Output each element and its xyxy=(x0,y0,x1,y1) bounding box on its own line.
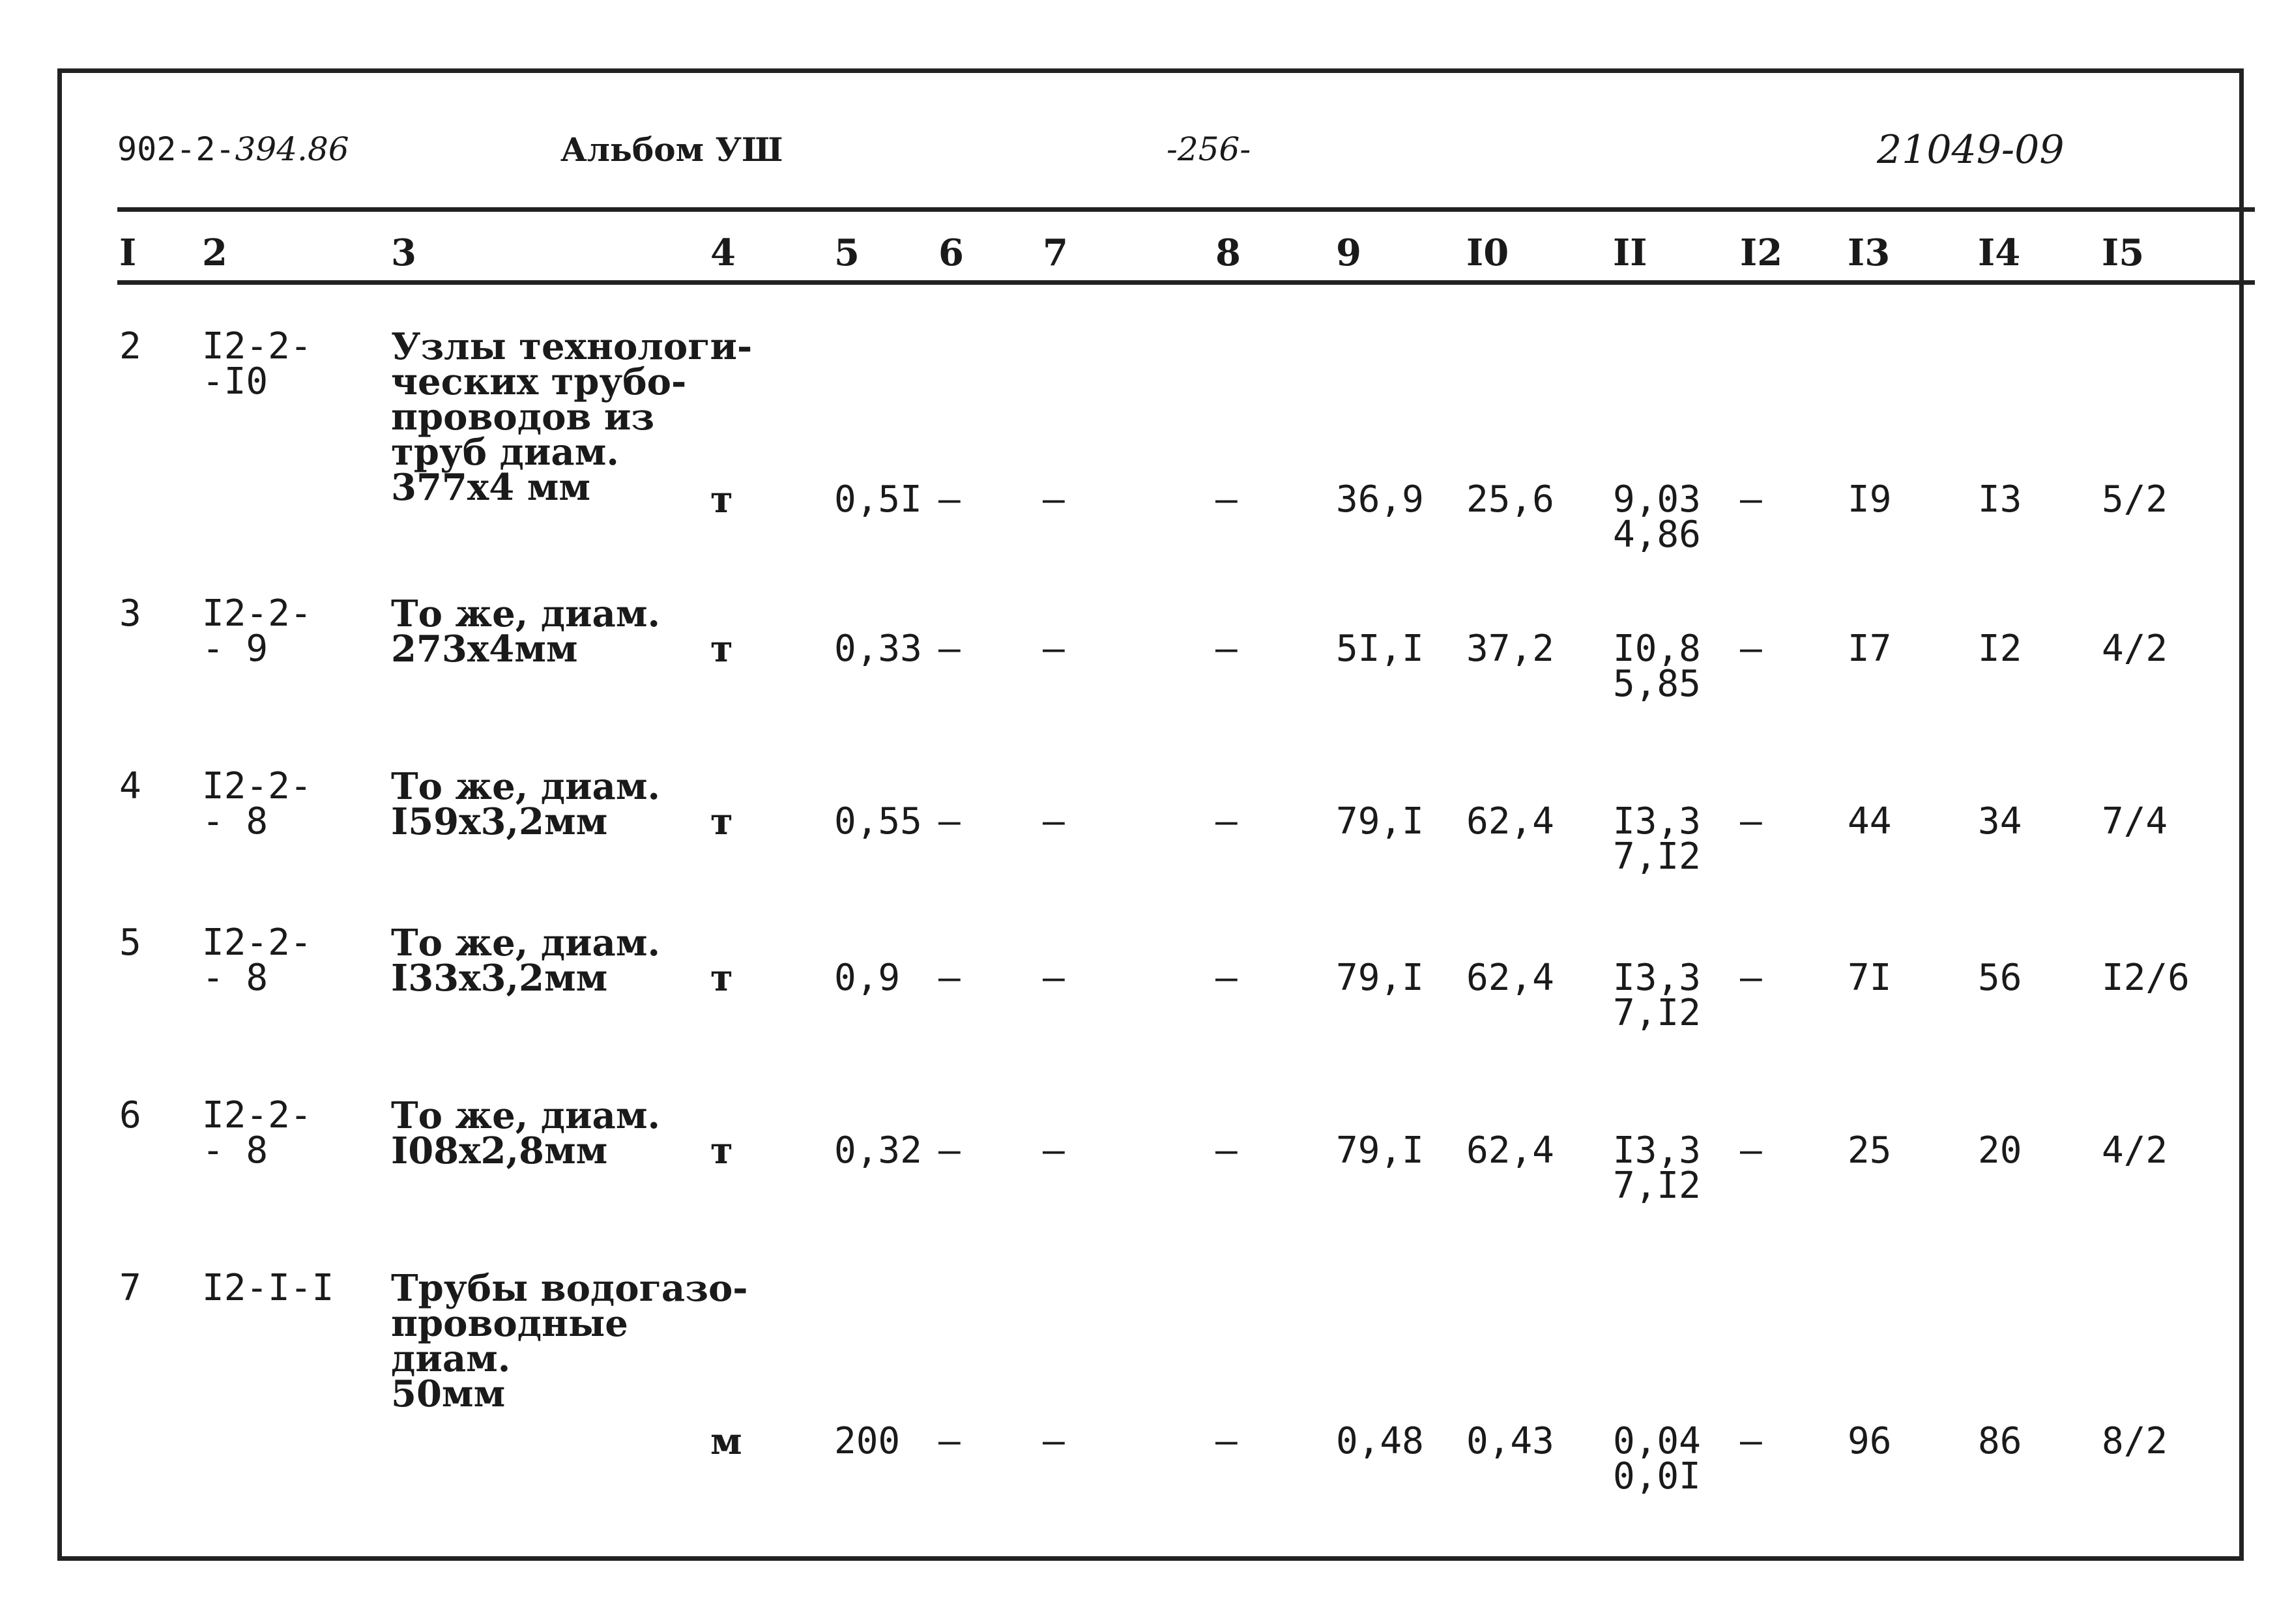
doc-code-handwritten: 394.86 xyxy=(235,130,349,168)
col-11-value: I3,3 7,I2 xyxy=(1613,1129,1701,1207)
col-7-value: – xyxy=(1043,1420,1065,1462)
col-6-value: – xyxy=(938,800,961,843)
col-10-value: 0,43 xyxy=(1466,1420,1554,1462)
col-6-value: – xyxy=(938,1129,961,1172)
col-9-value: 36,9 xyxy=(1336,478,1424,521)
col-13-value: 44 xyxy=(1848,800,1892,843)
column-number-6: 6 xyxy=(938,231,964,274)
col-6-value: – xyxy=(938,478,961,521)
col-8-value: – xyxy=(1215,478,1238,521)
col-15-value: 8/2 xyxy=(2102,1420,2168,1462)
col-11-value: I0,8 5,85 xyxy=(1613,628,1701,705)
col-7-value: – xyxy=(1043,478,1065,521)
price-code: I2-2- - 8 xyxy=(202,921,312,999)
price-code: I2-2- -I0 xyxy=(202,325,312,403)
column-number-10: I0 xyxy=(1466,231,1509,274)
unit: т xyxy=(710,1129,733,1172)
album-label: Альбом УШ xyxy=(560,130,783,169)
col-7-value: – xyxy=(1043,1129,1065,1172)
column-number-2: 2 xyxy=(202,231,227,274)
item-name: То же, диам. 273х4мм xyxy=(391,592,660,671)
col-10-value: 62,4 xyxy=(1466,800,1554,843)
col-10-value: 62,4 xyxy=(1466,1129,1554,1172)
doc-code-printed: 902-2- xyxy=(117,130,235,168)
col-9-value: 5I,I xyxy=(1336,628,1424,670)
col-14-value: 34 xyxy=(1978,800,2022,843)
col-9-value: 79,I xyxy=(1336,957,1424,999)
col-11-value: 9,03 4,86 xyxy=(1613,478,1701,556)
page-number: -256- xyxy=(1167,130,1251,168)
column-number-9: 9 xyxy=(1336,231,1361,274)
col-12-value: – xyxy=(1740,800,1762,843)
col-11-value: I3,3 7,I2 xyxy=(1613,800,1701,878)
unit: т xyxy=(710,628,733,671)
quantity: 0,32 xyxy=(834,1129,922,1172)
col-12-value: – xyxy=(1740,1420,1762,1462)
col-10-value: 37,2 xyxy=(1466,628,1554,670)
col-7-value: – xyxy=(1043,628,1065,670)
col-10-value: 25,6 xyxy=(1466,478,1554,521)
column-number-11: II xyxy=(1613,231,1647,274)
quantity: 0,5I xyxy=(834,478,922,521)
col-8-value: – xyxy=(1215,1420,1238,1462)
col-12-value: – xyxy=(1740,628,1762,670)
col-8-value: – xyxy=(1215,1129,1238,1172)
column-number-4: 4 xyxy=(710,231,736,274)
unit: т xyxy=(710,478,733,521)
quantity: 200 xyxy=(834,1420,901,1462)
quantity: 0,9 xyxy=(834,957,901,999)
item-name: То же, диам. I59х3,2мм xyxy=(391,765,660,843)
col-15-value: 5/2 xyxy=(2102,478,2168,521)
col-14-value: I2 xyxy=(1978,628,2022,670)
item-name: То же, диам. I08х2,8мм xyxy=(391,1094,660,1172)
col-12-value: – xyxy=(1740,1129,1762,1172)
col-9-value: 79,I xyxy=(1336,800,1424,843)
col-8-value: – xyxy=(1215,957,1238,999)
col-6-value: – xyxy=(938,957,961,999)
col-14-value: 86 xyxy=(1978,1420,2022,1462)
row-number: 5 xyxy=(119,921,141,964)
col-13-value: 96 xyxy=(1848,1420,1892,1462)
col-15-value: I2/6 xyxy=(2102,957,2190,999)
col-10-value: 62,4 xyxy=(1466,957,1554,999)
header-rule-bottom xyxy=(117,280,2255,285)
unit: т xyxy=(710,957,733,1000)
unit: м xyxy=(710,1420,742,1463)
col-12-value: – xyxy=(1740,478,1762,521)
col-7-value: – xyxy=(1043,800,1065,843)
reference-number: 21049-09 xyxy=(1877,127,2065,173)
col-8-value: – xyxy=(1215,800,1238,843)
col-7-value: – xyxy=(1043,957,1065,999)
price-code: I2-2- - 9 xyxy=(202,592,312,670)
col-14-value: I3 xyxy=(1978,478,2022,521)
col-11-value: I3,3 7,I2 xyxy=(1613,957,1701,1034)
column-number-7: 7 xyxy=(1043,231,1068,274)
row-number: 2 xyxy=(119,325,141,368)
item-name: Трубы водогазо- проводные диам. 50мм xyxy=(391,1267,748,1415)
col-6-value: – xyxy=(938,1420,961,1462)
col-12-value: – xyxy=(1740,957,1762,999)
unit: т xyxy=(710,800,733,843)
row-number: 4 xyxy=(119,765,141,807)
col-15-value: 7/4 xyxy=(2102,800,2168,843)
col-15-value: 4/2 xyxy=(2102,1129,2168,1172)
col-13-value: 7I xyxy=(1848,957,1892,999)
quantity: 0,55 xyxy=(834,800,922,843)
column-number-8: 8 xyxy=(1215,231,1241,274)
column-number-15: I5 xyxy=(2102,231,2145,274)
quantity: 0,33 xyxy=(834,628,922,670)
doc-code xyxy=(117,130,349,168)
price-code: I2-I-I xyxy=(202,1267,334,1309)
col-9-value: 79,I xyxy=(1336,1129,1424,1172)
col-9-value: 0,48 xyxy=(1336,1420,1424,1462)
col-6-value: – xyxy=(938,628,961,670)
col-13-value: 25 xyxy=(1848,1129,1892,1172)
column-number-3: 3 xyxy=(391,231,416,274)
col-14-value: 56 xyxy=(1978,957,2022,999)
col-13-value: I7 xyxy=(1848,628,1892,670)
col-13-value: I9 xyxy=(1848,478,1892,521)
col-8-value: – xyxy=(1215,628,1238,670)
header-rule-top xyxy=(117,207,2255,212)
price-code: I2-2- - 8 xyxy=(202,1094,312,1172)
column-number-1: I xyxy=(119,231,137,274)
row-number: 7 xyxy=(119,1267,141,1309)
column-number-14: I4 xyxy=(1978,231,2021,274)
row-number: 6 xyxy=(119,1094,141,1137)
price-code: I2-2- - 8 xyxy=(202,765,312,843)
page-frame xyxy=(57,68,2244,1561)
row-number: 3 xyxy=(119,592,141,635)
col-15-value: 4/2 xyxy=(2102,628,2168,670)
col-14-value: 20 xyxy=(1978,1129,2022,1172)
item-name: То же, диам. I33х3,2мм xyxy=(391,921,660,1000)
col-11-value: 0,04 0,0I xyxy=(1613,1420,1701,1498)
column-number-13: I3 xyxy=(1848,231,1891,274)
column-number-12: I2 xyxy=(1740,231,1783,274)
item-name: Узлы технологи- ческих трубо- проводов из труб диам. 377х4 мм xyxy=(391,325,753,509)
column-number-5: 5 xyxy=(834,231,860,274)
